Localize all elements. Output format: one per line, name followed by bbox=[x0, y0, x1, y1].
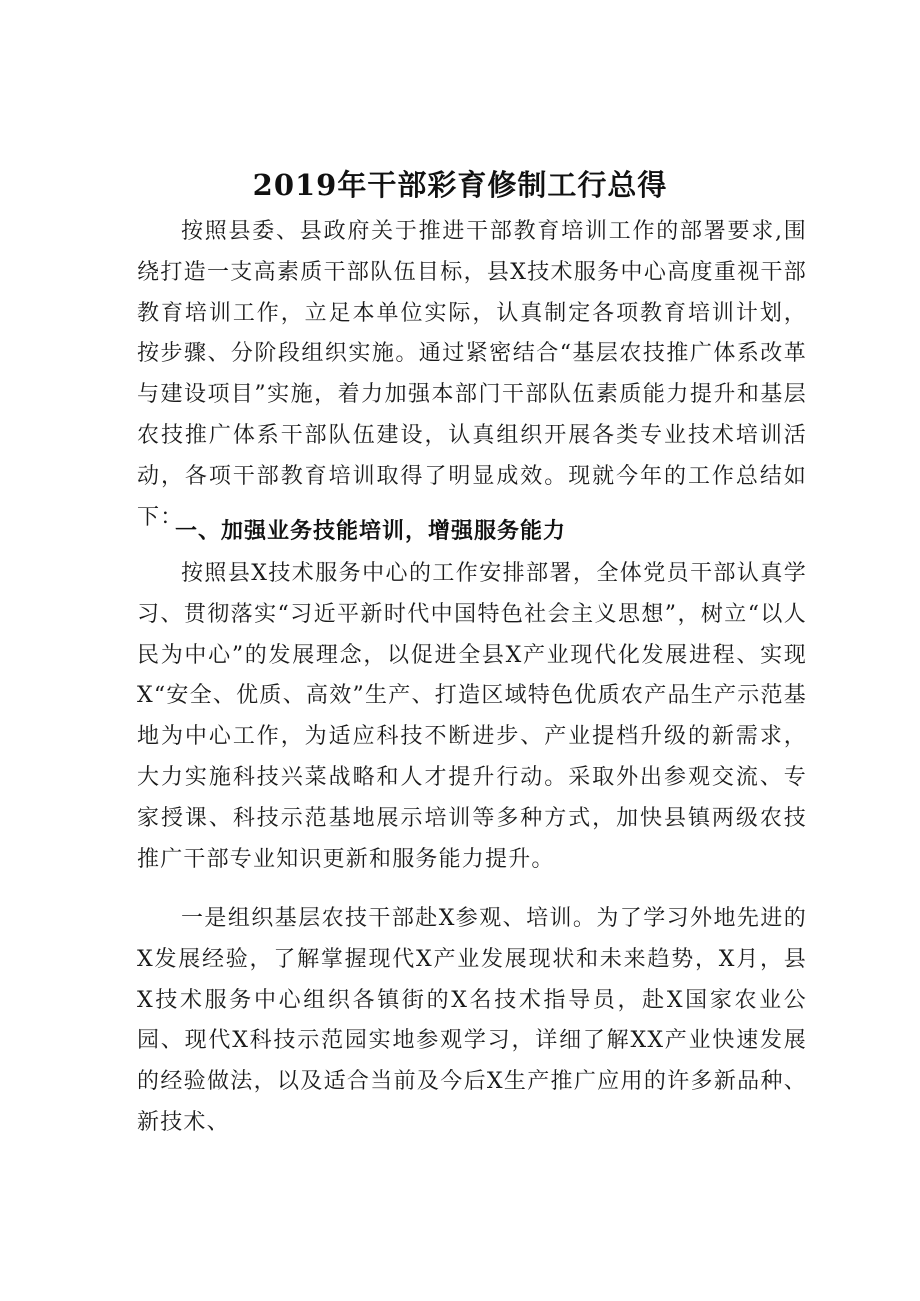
section-paragraph-continued: 一是组织基层农技干部赴X参观、培训。为了学习外地先进的X发展经验，了解掌握现代X产业发展现状和未来趋势，X月，县X技术服务中心组织各镇街的X名技术指导员，赴X国家农业公园、现代X科技示范园实地参观学习，详细了解XX产业快速发展的经验做法，以及适合当前及今后X生产推广应用的许多新品种、新技术、 bbox=[137, 906, 807, 1135]
section-paragraph: 按照县X技术服务中心的工作安排部署，全体党员干部认真学习、贯彻落实“习近平新时代中国特色社会主义思想”，树立“以人民为中心”的发展理念，以促进全县X产业现代化发展进程、实现X“安全、优质、高效”生产、打造区域特色优质农产品生产示范基地为中心工作，为适应科技不断进步、产业提档升级的新需求，大力实施科技兴菜战略和人才提升行动。采取外出参观交流、专家授课、科技示范基地展示培训等多种方式，加快县镇两级农技推广干部专业知识更新和服务能力提升。 bbox=[137, 561, 807, 872]
section-heading: 一、加强业务技能培训，增强服务能力 bbox=[175, 519, 567, 544]
document-title: 2019年干部彩育修制工行总得 bbox=[252, 168, 668, 202]
intro-paragraph: 按照县委、县政府关于推进干部教育培训工作的部署要求,围绕打造一支高素质干部队伍目标，县X技术服务中心高度重视干部教育培训工作，立足本单位实际，认真制定各项教育培训计划，按步骤、分阶段组织实施。通过紧密结合“基层农技推广体系改革与建设项目”实施，着力加强本部门干部队伍素质能力提升和基层农技推广体系干部队伍建设，认真组织开展各类专业技术培训活动，各项干部教育培训取得了明显成效。现就今年的工作总结如下： bbox=[137, 219, 807, 530]
